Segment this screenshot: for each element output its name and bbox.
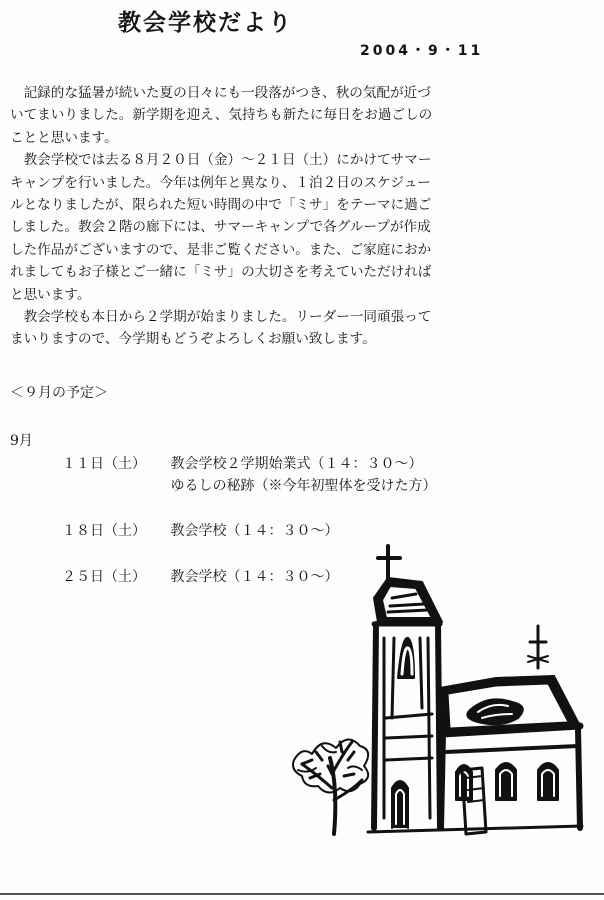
paragraph-line: 教会学校も本日から２学期が始まりました。リーダー一同頑張って xyxy=(10,308,432,325)
event-title: 教会学校２学期始業式（１４：３０～） xyxy=(170,456,423,472)
schedule-month: 9月 xyxy=(10,433,33,449)
event-description xyxy=(170,453,436,497)
event-date: １１日（土） xyxy=(62,456,146,472)
body-paragraphs xyxy=(10,82,510,351)
event-title: 教会学校（１４：３０～） xyxy=(170,523,339,539)
event-subtitle: ゆるしの秘跡（※今年初聖体を受けた方） xyxy=(170,478,437,494)
event-date: ２５日（土） xyxy=(62,569,146,585)
paragraph-line: と思います。 xyxy=(10,286,91,303)
paragraph-line: れましてもお子様とご一緒に「ミサ」の大切さを考えていただければ xyxy=(10,264,432,281)
schedule-heading: ＜９月の予定＞ xyxy=(10,385,108,401)
paragraph-line: 記録的な猛暑が続いた夏の日々にも一段落がつき、秋の気配が近づ xyxy=(10,85,431,101)
paragraph-line: しました。教会２階の廊下には、サマーキャンプで各グループが作成 xyxy=(10,219,431,236)
paragraph-line: 教会学校では去る８月２０日（金）～２１日（土）にかけてサマー xyxy=(10,152,432,169)
paragraph-line: いてまいりました。新学期を迎え、気持ちも新たに毎日をお過ごしの xyxy=(10,107,433,124)
paragraph-line: ルとなりましたが、限られた短い時間の中で「ミサ」をテーマに過ご xyxy=(10,196,432,213)
event-title: 教会学校（１４：３０～） xyxy=(170,569,339,585)
issue-date: 2004・9・11 xyxy=(360,43,484,59)
event-date: １８日（土） xyxy=(62,523,146,539)
page-title: 教会学校だより xyxy=(118,9,293,36)
church-illustration xyxy=(282,538,594,838)
paragraph-line: ことと思います。 xyxy=(10,129,118,146)
paragraph-line: キャンプを行いました。今年は例年と異なり、１泊２日のスケジュー xyxy=(10,174,431,191)
paragraph-line: した作品がございますので、是非ご覧ください。また、ご家庭におか xyxy=(10,241,432,258)
schedule-event xyxy=(62,453,436,497)
paragraph-line: まいりますので、今学期もどうぞよろしくお願い致します。 xyxy=(10,331,376,348)
bottom-rule xyxy=(0,893,604,895)
